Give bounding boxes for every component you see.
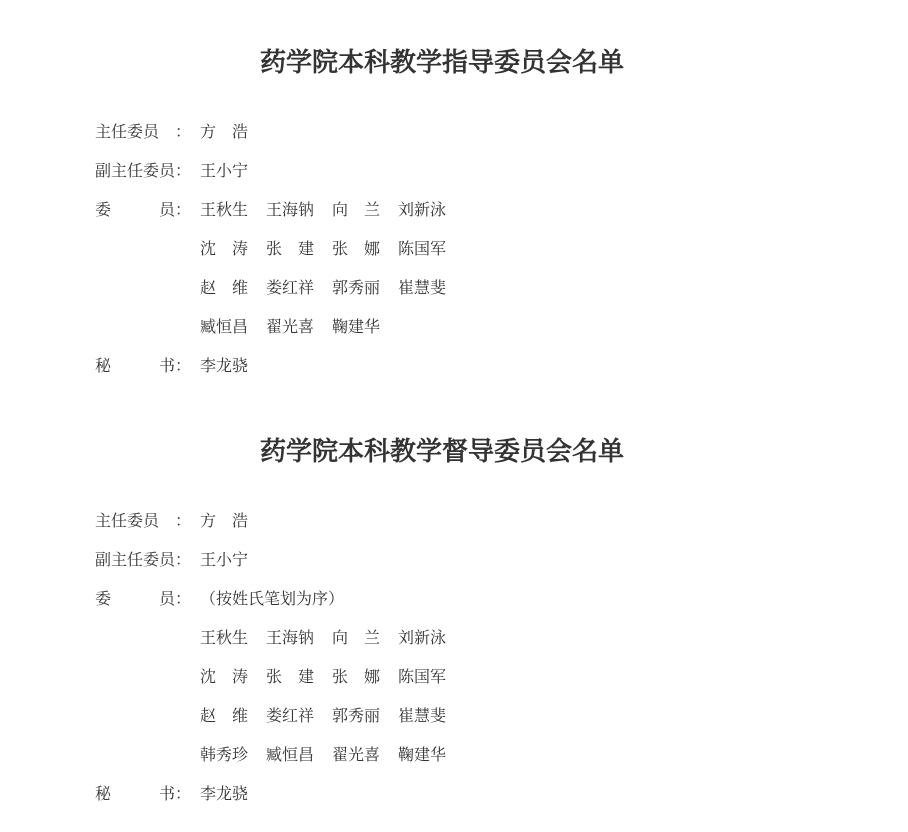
members-label: 委 员： [95,200,192,219]
member-name: 王海钠 [266,628,315,647]
member-name: 臧恒昌 [200,317,249,336]
vice-chair-name: 王小宁 [200,161,249,180]
member-name: 娄红祥 [266,278,315,297]
member-name: 张 娜 [332,239,381,258]
member-name: 沈 涛 [200,239,249,258]
member-name: 韩秀珍 [200,745,249,764]
vice-chair-label: 副主任委员： [95,161,192,180]
member-names [200,628,464,648]
chair-label: 主任委员 ： [95,511,192,530]
secretary-label: 秘 书： [95,784,192,803]
member-name: 陈国军 [398,239,447,258]
secretary-name: 李龙骁 [200,784,249,803]
member-name: 鞠建华 [332,317,381,336]
member-name: 王海钠 [266,200,315,219]
member-name: 鞠建华 [398,745,447,764]
secretary-label: 秘 书： [95,356,192,375]
member-name: 沈 涛 [200,667,249,686]
member-names [200,317,398,337]
section-title: 药学院本科教学指导委员会名单 [259,48,624,78]
member-name: 王秋生 [200,628,249,647]
chair-label: 主任委员 ： [95,122,192,141]
chair-name: 方 浩 [200,511,249,530]
member-name: 张 建 [266,239,315,258]
member-name: 刘新泳 [398,200,447,219]
member-names [200,200,464,220]
chair-name: 方 浩 [200,122,249,141]
member-name: 郭秀丽 [332,706,381,725]
member-name: 翟光喜 [266,317,315,336]
member-names [200,745,464,765]
member-name: 赵 维 [200,706,249,725]
member-name: 张 娜 [332,667,381,686]
member-name: 陈国军 [398,667,447,686]
vice-chair-label: 副主任委员： [95,550,192,569]
member-name: 崔慧斐 [398,706,447,725]
secretary-name: 李龙骁 [200,356,249,375]
members-label: 委 员： [95,589,192,608]
member-names [200,278,464,298]
member-name: 向 兰 [332,628,381,647]
member-name: 臧恒昌 [266,745,315,764]
member-name: 娄红祥 [266,706,315,725]
vice-chair-name: 王小宁 [200,550,249,569]
member-name: 向 兰 [332,200,381,219]
section-title: 药学院本科教学督导委员会名单 [259,437,624,467]
member-name: 翟光喜 [332,745,381,764]
member-name: 王秋生 [200,200,249,219]
member-names [200,239,464,259]
member-name: 张 建 [266,667,315,686]
member-name: 赵 维 [200,278,249,297]
member-name: 崔慧斐 [398,278,447,297]
member-name: 刘新泳 [398,628,447,647]
member-names [200,667,464,687]
member-name: 郭秀丽 [332,278,381,297]
member-names [200,706,464,726]
members-note: （按姓氏笔划为序） [200,589,345,608]
